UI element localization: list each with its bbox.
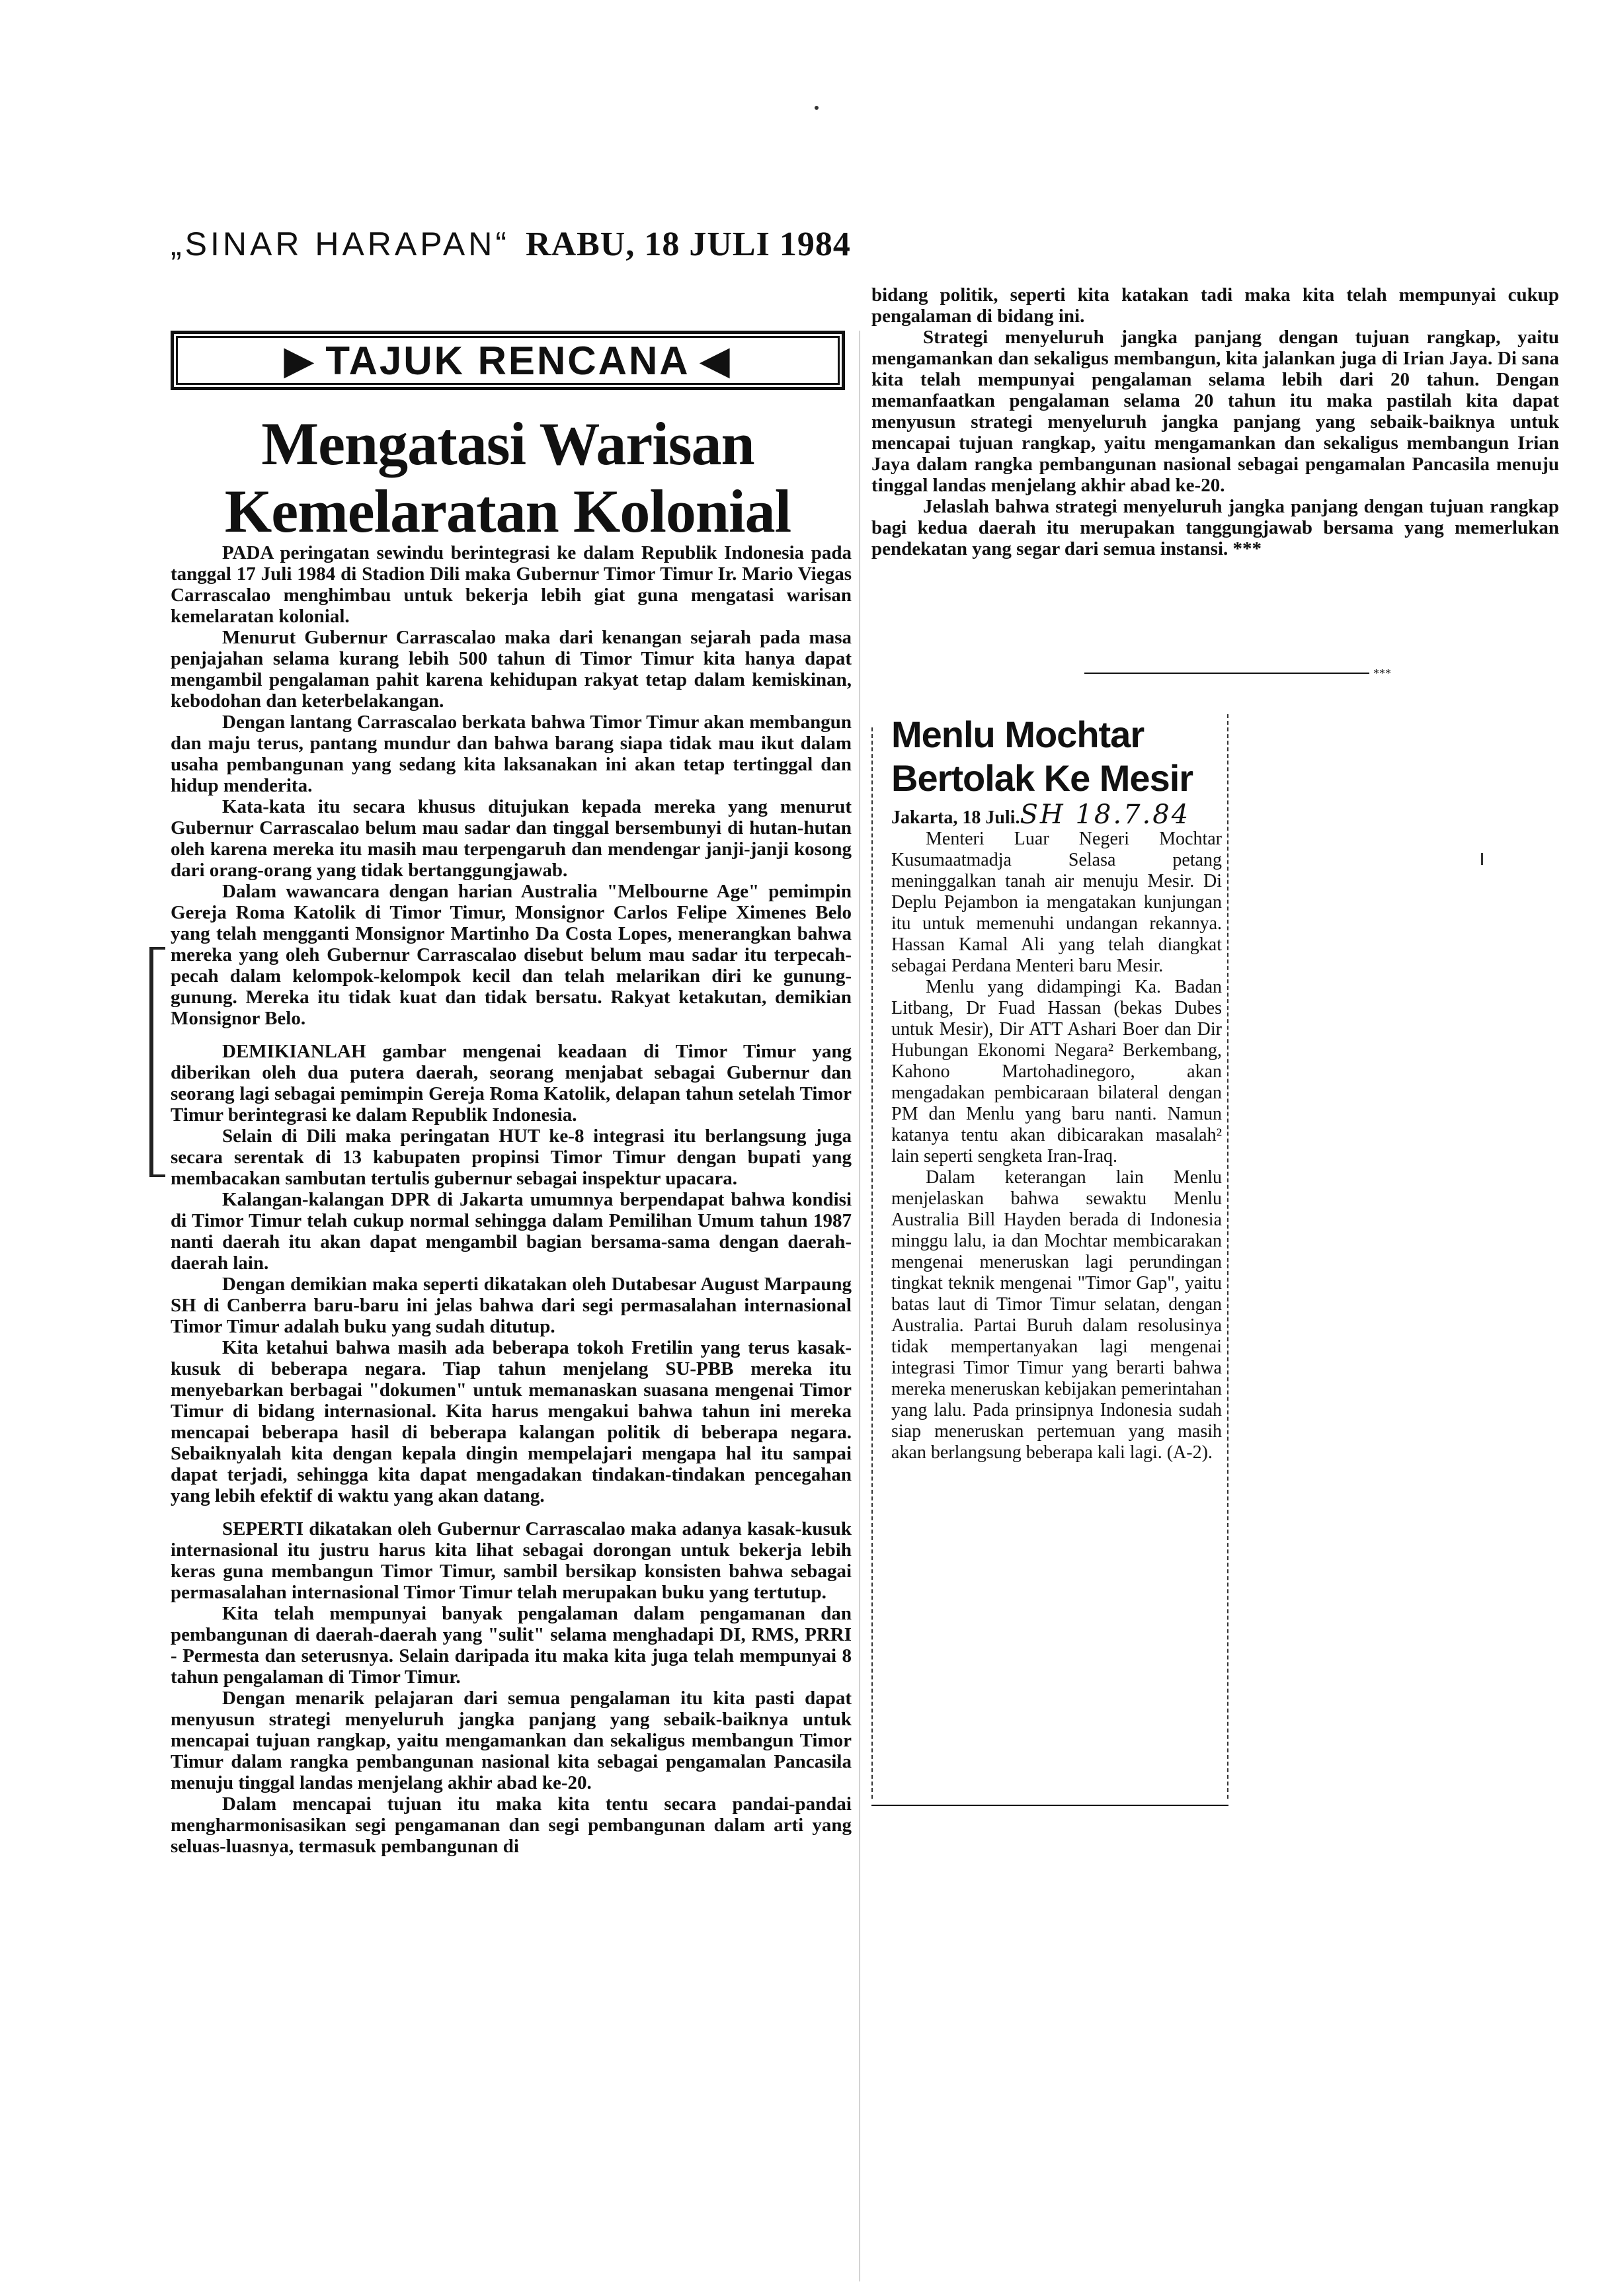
box-border-left bbox=[871, 727, 873, 1799]
paragraph: Dalam mencapai tujuan itu maka kita tentu secara pandai-pandai mengharmonisasikan segi pengamanan dan segi pembangunan dalam arti yang seluas-luasnya, termasuk pembangunan di bbox=[171, 1793, 852, 1857]
paragraph: Dalam keterangan lain Menlu menjelaskan bahwa sewaktu Menlu Australia Bill Hayden berada di Indonesia minggu lalu, ia dan Mochtar membicarakan mengenai meneruskan lagi perundingan tingkat teknik mengenai "Timor Gap", yaitu batas laut di Timor Timur selatan, dengan Australia. Partai Buruh dalam resolusinya tidak mempertanyakan lagi mengenai integrasi Timor Timur yang berarti bahwa mereka meneruskan kebijakan pemerintahan yang lalu. Pada prinsipnya Indonesia sudah siap meneruskan pertemuan yang masih akan berlangsung beberapa kali lagi. (A-2). bbox=[891, 1167, 1222, 1463]
issue-date: RABU, 18 JULI 1984 bbox=[526, 226, 851, 263]
dateline-row bbox=[891, 800, 1222, 830]
divider-line bbox=[1084, 673, 1369, 674]
headline-line: Bertolak Ke Mesir bbox=[891, 757, 1193, 799]
paragraph: PADA peringatan sewindu berintegrasi ke dalam Republik Indonesia pada tanggal 17 Juli 1984 di Stadion Dili maka Gubernur Timor Timur Ir. Mario Viegas Carrascalao menghimbau untuk bekerja lebih giat guna mengatasi warisan kemelaratan kolonial. bbox=[171, 542, 852, 627]
headline-line: Mengatasi Warisan bbox=[261, 410, 754, 477]
divider-stars: *** bbox=[1373, 666, 1391, 680]
paragraph: Dalam wawancara dengan harian Australia "Melbourne Age" pemimpin Gereja Roma Katolik di Timor Timur, Monsignor Carlos Felipe Ximenes Belo yang telah mengganti Monsignor Martinho Da Costa Lopes, menerangkan bahwa mereka yang oleh Gubernur Carrascalao disebut belum mau sadar itu terpecah-pecah dalam kelompok-kelompok kecil dan telah melarikan diri ke gunung-gunung. Mereka itu tidak kuat dan tidak bersatu. Rakyat ketakutan, demikian Monsignor Belo. bbox=[171, 881, 852, 1029]
handwritten-note: SH 18.7.84 bbox=[1020, 800, 1191, 830]
paragraph: Kita telah mempunyai banyak pengalaman dalam pengamanan dan pembangunan di daerah-daerah yang "sulit" selama menghadapi DI, RMS, PRRI - Permesta dan seterusnya. Selain daripada itu maka kita juga telah mempunyai 8 tahun pengalaman di Timor Timur. bbox=[171, 1603, 852, 1688]
paragraph: DEMIKIANLAH gambar mengenai keadaan di Timor Timur yang diberikan oleh dua putera daerah, seorang menjabat sebagai Gubernur dan seorang lagi sebagai pemimpin Gereja Roma Katolik, delapan tahun setelah Timor Timur berintegrasi ke dalam Republik Indonesia. bbox=[171, 1041, 852, 1126]
margin-bracket-mark bbox=[149, 947, 165, 1177]
editorial-continuation bbox=[871, 284, 1559, 655]
news-article bbox=[871, 701, 1228, 1792]
section-divider bbox=[1084, 665, 1395, 681]
dateline: Jakarta, 18 Juli. bbox=[891, 807, 1020, 828]
rubric-label: TAJUK RENCANA bbox=[325, 338, 690, 383]
paragraph: Dengan demikian maka seperti dikatakan oleh Dutabesar August Marpaung SH di Canberra baru-baru ini jelas bahwa dari segi permasalahan internasional Timor Timur adalah buku yang sudah ditutup. bbox=[171, 1274, 852, 1337]
ink-dot bbox=[815, 106, 819, 110]
paragraph: Kalangan-kalangan DPR di Jakarta umumnya berpendapat bahwa kondisi di Timor Timur telah cukup normal sehingga dalam Pemilihan Umum tahun 1987 nanti daerah itu akan dapat mengambil bagian bersama-sama dengan daerah-daerah lain. bbox=[171, 1189, 852, 1274]
headline-line: Kemelaratan Kolonial bbox=[224, 477, 791, 545]
ink-mark bbox=[1481, 853, 1483, 865]
paragraph: Jelaslah bahwa strategi menyeluruh jangka panjang dengan tujuan rangkap bagi kedua daerah itu merupakan tanggungjawab bersama yang memerlukan pendekatan yang segar dari semua instansi. *** bbox=[871, 496, 1559, 559]
paragraph: Menurut Gubernur Carrascalao maka dari kenangan sejarah pada masa penjajahan selama kurang lebih 500 tahun di Timor Timur kita hanya dapat mengambil pengalaman pahit karena kehidupan rakyat tetap dalam kemiskinan, kebodohan dan keterbelakangan. bbox=[171, 627, 852, 712]
paragraph: Kata-kata itu secara khusus ditujukan kepada mereka yang menurut Gubernur Carrascalao belum mau sadar dan tinggal bersembunyi di hutan-hutan oleh karena mereka itu masih mau terpengaruh dan mendengar janji-janji kosong dari orang-orang yang tidak bertanggungjawab. bbox=[171, 796, 852, 881]
newspaper-name: „SINAR HARAPAN“ bbox=[171, 226, 510, 263]
triangle-left-icon: ◀ bbox=[699, 338, 732, 382]
news-headline bbox=[891, 713, 1222, 800]
paragraph: Menteri Luar Negeri Mochtar Kusumaatmadja Selasa petang meninggalkan tanah air menuju Mesir. Di Deplu Pejambon ia mengatakan kunjungan itu untuk memenuhi undangan rekannya. Hassan Kamal Ali yang telah diangkat sebagai Perdana Menteri baru Mesir. bbox=[891, 829, 1222, 976]
paragraph: Dengan lantang Carrascalao berkata bahwa Timor Timur akan membangun dan maju terus, pantang mundur dan bahwa barang siapa tidak mau ikut dalam usaha pembangunan yang sedang kita laksanakan ini akan tetap tertinggal dan hidup menderita. bbox=[171, 712, 852, 796]
paragraph: SEPERTI dikatakan oleh Gubernur Carrascalao maka adanya kasak-kusuk internasional itu justru harus kita lihat sebagai dorongan untuk bekerja lebih keras guna membangun Timor Timur, sambil bersikap konsisten bahwa sebagai permasalahan internasional Timor Timur telah merupakan buku yang tertutup. bbox=[171, 1518, 852, 1603]
news-body bbox=[891, 800, 1222, 1463]
paragraph: Kita ketahui bahwa masih ada beberapa tokoh Fretilin yang terus kasak-kusuk di beberapa negara. Tiap tahun menjelang SU-PBB mereka itu menyebarkan berbagai "dokumen" untuk memanaskan suasana mengenai Timor Timur di bidang internasional. Kita harus mengakui bahwa tahun ini mereka mencapai beberapa hasil di beberapa kalangan politik di beberapa negara. Sebaiknyalah kita dengan kepala dingin mempelajari mengapa hal itu sampai dapat terjadi, sehingga kita dapat mengadakan tindakan-tindakan pencegahan yang lebih efektif di waktu yang akan datang. bbox=[171, 1337, 852, 1506]
paragraph: Selain di Dili maka peringatan HUT ke-8 integrasi itu berlangsung juga secara serentak di 13 kabupaten propinsi Timor Timur dengan bupati yang membacakan sambutan tertulis gubernur sebagai inspektur upacara. bbox=[171, 1126, 852, 1189]
masthead bbox=[171, 225, 931, 278]
section-rubric bbox=[171, 331, 845, 390]
triangle-right-icon: ▶ bbox=[284, 338, 317, 382]
paragraph: bidang politik, seperti kita katakan tadi maka kita telah mempunyai cukup pengalaman di bidang ini. bbox=[871, 284, 1559, 327]
headline-line: Menlu Mochtar bbox=[891, 714, 1145, 755]
editorial-headline bbox=[171, 410, 845, 545]
paragraph: Dengan menarik pelajaran dari semua pengalaman itu kita pasti dapat menyusun strategi menyeluruh jangka panjang yang sebaik-baiknya untuk mencapai tujuan rangkap, yaitu mengamankan dan sekaligus membangun Timor Timur dalam rangka pembangunan nasional kita sebagai pengamalan Pancasila menuju tinggal landas menjelang akhir abad ke-20. bbox=[171, 1688, 852, 1793]
paragraph: Menlu yang didampingi Ka. Badan Litbang, Dr Fuad Hassan (bekas Dubes untuk Mesir), Dir ATT Ashari Boer dan Dir Hubungan Ekonomi Negara² Berkembang, Kahono Martohadinegoro, akan mengadakan pembicaraan bilateral dengan PM dan Menlu yang baru nanti. Namun katanya tentu akan dibicarakan masalah² lain seperti sengketa Iran-Iraq. bbox=[891, 977, 1222, 1167]
article-end-rule bbox=[871, 1799, 1228, 1812]
paragraph: Strategi menyeluruh jangka panjang dengan tujuan rangkap, yaitu mengamankan dan sekaligus membangun, kita jalankan juga di Irian Jaya. Di sana kita telah mempunyai pengalaman selama lebih dari 20 tahun. Dengan memanfaatkan pengalaman selama 20 tahun itu maka pastilah kita dapat menyusun strategi menyeluruh jangka panjang yang sebaik-baiknya untuk mencapai tujuan rangkap, yaitu mengamankan dan sekaligus membangun Irian Jaya dalam rangka pembangunan nasional sebagai pengamalan Pancasila menuju tinggal landas menjelang akhir abad ke-20. bbox=[871, 327, 1559, 496]
editorial-body bbox=[171, 542, 852, 2262]
box-border-right bbox=[1227, 714, 1228, 1799]
